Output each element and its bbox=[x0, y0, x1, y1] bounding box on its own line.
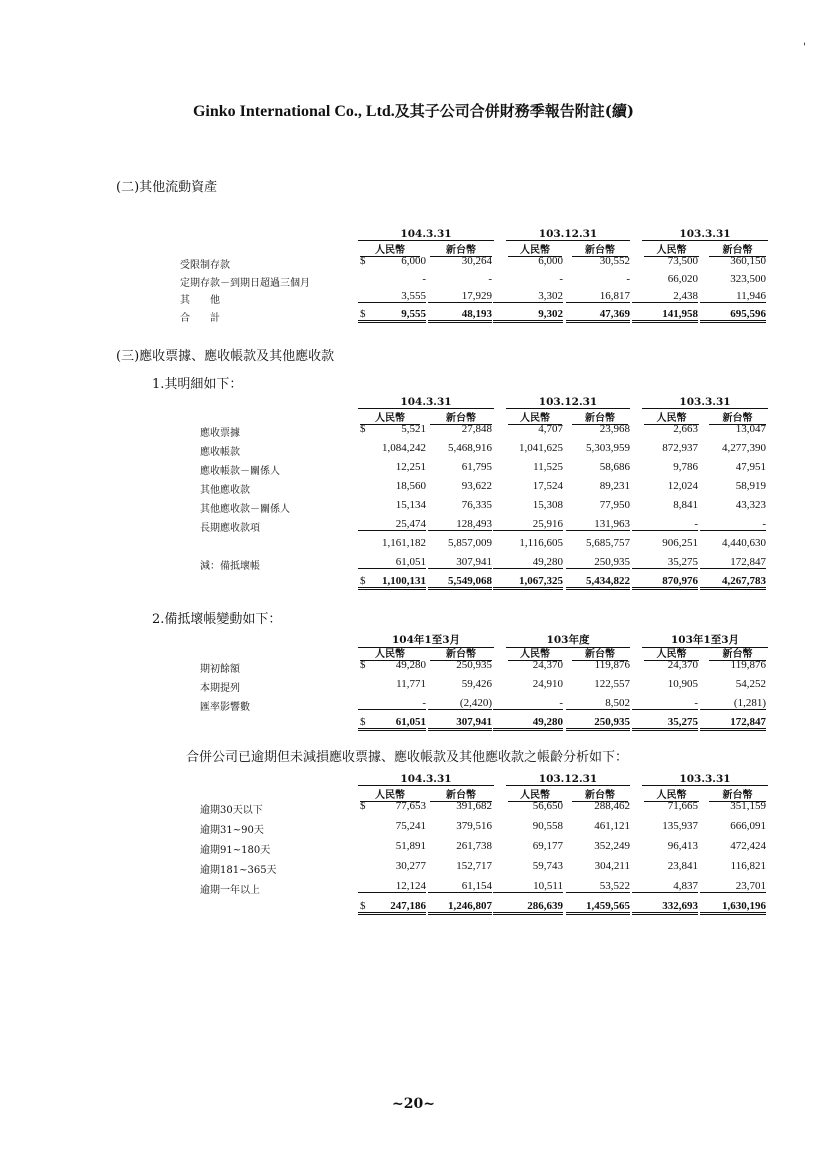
table-cell: 250,935 bbox=[566, 716, 630, 731]
receivables-detail-heading: 1.其明細如下： bbox=[152, 377, 243, 392]
currency-rmb-header: 人民幣 bbox=[508, 645, 562, 661]
currency-symbol: $ bbox=[360, 307, 366, 320]
table-cell: 128,493 bbox=[428, 518, 492, 531]
table-cell: 8,841 bbox=[673, 499, 698, 511]
table-cell: 9,786 bbox=[673, 461, 698, 473]
table-cell: 135,937 bbox=[662, 820, 698, 832]
table-cell: 24,370 bbox=[532, 659, 563, 671]
table-cell: 116,821 bbox=[730, 860, 766, 872]
table-cell: 48,193 bbox=[428, 308, 492, 323]
currency-ntd-header: 新台幣 bbox=[572, 786, 628, 802]
table-cell: 59,743 bbox=[532, 860, 563, 872]
table-cell: 25,474 bbox=[358, 518, 426, 531]
table-cell: 12,251 bbox=[395, 461, 426, 473]
table-cell: - bbox=[559, 272, 563, 285]
table-cell: 17,524 bbox=[532, 480, 563, 492]
table-cell: 666,091 bbox=[730, 820, 766, 832]
currency-ntd-header: 新台幣 bbox=[572, 409, 628, 425]
currency-symbol: $ bbox=[360, 575, 366, 587]
row-label: 逾期30天以下 bbox=[200, 805, 263, 816]
table-cell: 77,653 bbox=[395, 800, 426, 812]
table-cell: 15,134 bbox=[395, 499, 426, 511]
currency-ntd-header: 新台幣 bbox=[709, 241, 766, 257]
table-cell: 11,525 bbox=[533, 461, 563, 473]
row-label: 定期存款－到期日超過三個月 bbox=[180, 277, 310, 289]
table-cell: 49,280 bbox=[493, 716, 563, 731]
table-cell: 89,231 bbox=[599, 480, 630, 492]
currency-ntd-header: 新台幣 bbox=[709, 786, 766, 802]
table-cell: 323,500 bbox=[730, 272, 766, 285]
table-cell: - bbox=[422, 272, 426, 285]
table-cell: 141,958 bbox=[632, 308, 698, 323]
table-cell: - bbox=[358, 697, 426, 710]
table-cell: 49,280 bbox=[493, 556, 563, 569]
row-label: 受限制存款 bbox=[180, 260, 230, 271]
currency-symbol: $ bbox=[360, 659, 366, 671]
currency-rmb-header: 人民幣 bbox=[360, 409, 420, 425]
table-cell: - bbox=[632, 697, 698, 710]
aging-analysis-heading: 合併公司已逾期但未減損應收票據、應收帳款及其他應收款之帳齡分析如下： bbox=[186, 750, 629, 765]
table-cell: 90,558 bbox=[532, 820, 563, 832]
table-cell: 76,335 bbox=[461, 499, 492, 511]
table-cell: 332,693 bbox=[632, 900, 698, 915]
row-label: 長期應收款項 bbox=[200, 523, 260, 534]
table-cell: 5,468,916 bbox=[448, 442, 492, 454]
table-cell: 5,549,068 bbox=[428, 575, 492, 590]
table-cell: 307,941 bbox=[428, 556, 492, 569]
table-cell: 10,511 bbox=[493, 880, 563, 893]
table-cell: 15,308 bbox=[532, 499, 563, 511]
row-label: 逾期91~180天 bbox=[200, 845, 271, 856]
row-label: 本期提列 bbox=[200, 683, 240, 694]
table-cell: 61,154 bbox=[428, 880, 492, 893]
title-chinese: 及其子公司合併財務季報告附註(續) bbox=[394, 102, 634, 120]
currency-symbol: $ bbox=[360, 423, 366, 435]
currency-rmb-header: 人民幣 bbox=[508, 241, 562, 257]
period-header: 103.12.31 bbox=[506, 228, 630, 241]
period-header: 104.3.31 bbox=[358, 396, 494, 409]
table-cell: 24,370 bbox=[667, 659, 698, 671]
row-label: 期初餘額 bbox=[200, 664, 240, 675]
row-label: 逾期181~365天 bbox=[200, 865, 277, 876]
table-cell: 69,177 bbox=[532, 840, 563, 852]
table-cell: 360,150 bbox=[730, 255, 766, 267]
table-cell: - bbox=[700, 518, 766, 531]
period-header: 104.3.31 bbox=[358, 773, 494, 786]
table-cell: 11,771 bbox=[396, 678, 426, 690]
currency-rmb-header: 人民幣 bbox=[360, 786, 420, 802]
table-cell: 2,663 bbox=[673, 423, 698, 435]
table-cell: 2,438 bbox=[632, 290, 698, 303]
currency-rmb-header: 人民幣 bbox=[508, 409, 562, 425]
table-cell: 4,267,783 bbox=[700, 575, 766, 590]
table-cell: 54,252 bbox=[735, 678, 766, 690]
currency-ntd-header: 新台幣 bbox=[430, 409, 492, 425]
currency-rmb-header: 人民幣 bbox=[644, 409, 699, 425]
table-cell: 122,557 bbox=[594, 678, 630, 690]
table-cell: 13,047 bbox=[735, 423, 766, 435]
period-header: 103.3.31 bbox=[642, 396, 768, 409]
table-cell: 5,857,009 bbox=[448, 537, 492, 549]
currency-symbol: $ bbox=[360, 800, 366, 812]
table-cell: 288,462 bbox=[594, 800, 630, 812]
table-cell: 30,277 bbox=[395, 860, 426, 872]
row-label: 合 計 bbox=[180, 312, 220, 324]
table-cell: 61,795 bbox=[461, 461, 492, 473]
currency-ntd-header: 新台幣 bbox=[709, 645, 766, 661]
table-cell: 391,682 bbox=[456, 800, 492, 812]
table-cell: - bbox=[493, 697, 563, 710]
table-cell: 23,701 bbox=[700, 880, 766, 893]
table-cell: 3,555 bbox=[358, 290, 426, 303]
table-cell: 4,277,390 bbox=[722, 442, 766, 454]
corner-mark: ' bbox=[803, 42, 806, 53]
table-cell: 73,500 bbox=[667, 255, 698, 267]
table-cell: 250,935 bbox=[566, 556, 630, 569]
currency-ntd-header: 新台幣 bbox=[709, 409, 766, 425]
table-cell: 12,124 bbox=[358, 880, 426, 893]
table-cell: 53,522 bbox=[566, 880, 630, 893]
row-label: 逾期31~90天 bbox=[200, 825, 264, 836]
period-header: 103.3.31 bbox=[642, 773, 768, 786]
table-cell: 4,440,630 bbox=[722, 537, 766, 549]
table-cell: 172,847 bbox=[700, 556, 766, 569]
title-company-name: Ginko International Co., Ltd. bbox=[192, 103, 395, 120]
row-label: 減：備抵壞帳 bbox=[200, 561, 260, 572]
currency-rmb-header: 人民幣 bbox=[644, 786, 699, 802]
table-cell: 47,951 bbox=[735, 461, 766, 473]
table-cell: 1,161,182 bbox=[382, 537, 426, 549]
table-cell: 1,041,625 bbox=[519, 442, 563, 454]
currency-symbol: $ bbox=[360, 716, 366, 728]
table-cell: 351,159 bbox=[730, 800, 766, 812]
page-number: ~20~ bbox=[392, 1096, 435, 1112]
table-cell: 250,935 bbox=[456, 659, 492, 671]
period-header: 104.3.31 bbox=[358, 228, 494, 241]
table-cell: 11,946 bbox=[700, 290, 766, 303]
currency-ntd-header: 新台幣 bbox=[430, 241, 492, 257]
table-cell: 61,051 bbox=[358, 716, 426, 731]
table-cell: 51,891 bbox=[395, 840, 426, 852]
table-cell: 1,100,131 bbox=[358, 575, 426, 590]
table-cell: 23,968 bbox=[599, 423, 630, 435]
table-cell: 5,521 bbox=[401, 423, 426, 435]
table-cell: 58,686 bbox=[599, 461, 630, 473]
table-cell: 5,685,757 bbox=[586, 537, 630, 549]
row-label: 匯率影響數 bbox=[200, 702, 250, 713]
table-cell: 25,916 bbox=[493, 518, 563, 531]
table-cell: - bbox=[632, 518, 698, 531]
table-cell: 3,302 bbox=[493, 290, 563, 303]
table-cell: 59,426 bbox=[461, 678, 492, 690]
table-cell: 27,848 bbox=[461, 423, 492, 435]
table-cell: 695,596 bbox=[700, 308, 766, 323]
currency-rmb-header: 人民幣 bbox=[644, 241, 699, 257]
table-cell: 4,707 bbox=[538, 423, 563, 435]
table-cell: 35,275 bbox=[632, 556, 698, 569]
table-cell: (2,420) bbox=[428, 697, 492, 710]
row-label: 其他應收款－關係人 bbox=[200, 504, 290, 515]
table-cell: 56,650 bbox=[532, 800, 563, 812]
currency-ntd-header: 新台幣 bbox=[430, 645, 492, 661]
table-cell: 75,241 bbox=[395, 820, 426, 832]
period-header: 104年1至3月 bbox=[358, 632, 494, 648]
table-cell: 872,937 bbox=[662, 442, 698, 454]
table-cell: 1,084,242 bbox=[382, 442, 426, 454]
table-cell: 379,516 bbox=[456, 820, 492, 832]
table-cell: 304,211 bbox=[594, 860, 630, 872]
table-cell: 870,976 bbox=[632, 575, 698, 590]
table-cell: 906,251 bbox=[662, 537, 698, 549]
table-cell: 261,738 bbox=[456, 840, 492, 852]
period-header: 103年1至3月 bbox=[642, 632, 768, 648]
table-cell: - bbox=[488, 272, 492, 285]
table-cell: 307,941 bbox=[428, 716, 492, 731]
table-cell: - bbox=[626, 272, 630, 285]
currency-ntd-header: 新台幣 bbox=[572, 645, 628, 661]
table-cell: 5,303,959 bbox=[586, 442, 630, 454]
table-cell: 10,905 bbox=[667, 678, 698, 690]
table-cell: 12,024 bbox=[667, 480, 698, 492]
currency-rmb-header: 人民幣 bbox=[508, 786, 562, 802]
section-receivables-heading: (三)應收票據、應收帳款及其他應收款 bbox=[116, 349, 335, 364]
row-label: 其 他 bbox=[180, 295, 220, 306]
table-cell: 17,929 bbox=[428, 290, 492, 303]
table-cell: 58,919 bbox=[735, 480, 766, 492]
table-cell: 93,622 bbox=[461, 480, 492, 492]
table-cell: 61,051 bbox=[358, 556, 426, 569]
allowance-movement-heading: 2.備抵壞帳變動如下： bbox=[152, 612, 282, 627]
table-cell: 66,020 bbox=[667, 272, 698, 285]
table-cell: 1,116,605 bbox=[519, 537, 563, 549]
table-cell: 172,847 bbox=[700, 716, 766, 731]
table-cell: 47,369 bbox=[566, 308, 630, 323]
table-cell: 1,630,196 bbox=[700, 900, 766, 915]
row-label: 應收帳款－關係人 bbox=[200, 466, 280, 477]
table-cell: 286,639 bbox=[493, 900, 563, 915]
table-cell: 43,323 bbox=[735, 499, 766, 511]
table-cell: 472,424 bbox=[730, 840, 766, 852]
table-cell: 131,963 bbox=[566, 518, 630, 531]
period-header: 103年度 bbox=[506, 632, 630, 648]
table-cell: 24,910 bbox=[532, 678, 563, 690]
table-cell: 23,841 bbox=[667, 860, 698, 872]
table-cell: 4,837 bbox=[632, 880, 698, 893]
table-cell: 6,000 bbox=[401, 255, 426, 267]
table-cell: (1,281) bbox=[700, 697, 766, 710]
row-label: 其他應收款 bbox=[200, 485, 250, 496]
table-cell: 5,434,822 bbox=[566, 575, 630, 590]
table-cell: 9,555 bbox=[358, 308, 426, 323]
currency-ntd-header: 新台幣 bbox=[572, 241, 628, 257]
row-label: 應收帳款 bbox=[200, 447, 240, 458]
table-cell: 77,950 bbox=[599, 499, 630, 511]
period-header: 103.12.31 bbox=[506, 773, 630, 786]
page-title bbox=[0, 100, 827, 121]
row-label: 逾期一年以上 bbox=[200, 885, 260, 896]
table-cell: 49,280 bbox=[395, 659, 426, 671]
section-other-current-assets-heading: (二)其他流動資產 bbox=[116, 180, 218, 195]
currency-rmb-header: 人民幣 bbox=[360, 645, 420, 661]
table-cell: 18,560 bbox=[395, 480, 426, 492]
table-cell: 1,067,325 bbox=[493, 575, 563, 590]
table-cell: 30,552 bbox=[599, 255, 630, 267]
table-cell: 461,121 bbox=[594, 820, 630, 832]
table-cell: 152,717 bbox=[456, 860, 492, 872]
currency-rmb-header: 人民幣 bbox=[644, 645, 699, 661]
table-cell: 16,817 bbox=[566, 290, 630, 303]
row-label: 應收票據 bbox=[200, 428, 240, 439]
table-cell: 1,459,565 bbox=[566, 900, 630, 915]
currency-ntd-header: 新台幣 bbox=[430, 786, 492, 802]
table-cell: 30,264 bbox=[461, 255, 492, 267]
currency-symbol: $ bbox=[360, 255, 366, 267]
currency-rmb-header: 人民幣 bbox=[360, 241, 420, 257]
table-cell: 96,413 bbox=[667, 840, 698, 852]
table-cell: 247,186 bbox=[358, 900, 426, 915]
table-cell: 6,000 bbox=[538, 255, 563, 267]
table-cell: 119,876 bbox=[594, 659, 630, 671]
table-cell: 71,665 bbox=[667, 800, 698, 812]
table-cell: 35,275 bbox=[632, 716, 698, 731]
table-cell: 1,246,807 bbox=[428, 900, 492, 915]
table-cell: 119,876 bbox=[730, 659, 766, 671]
table-cell: 9,302 bbox=[493, 308, 563, 323]
period-header: 103.12.31 bbox=[506, 396, 630, 409]
table-cell: 352,249 bbox=[594, 840, 630, 852]
table-cell: 8,502 bbox=[566, 697, 630, 710]
period-header: 103.3.31 bbox=[642, 228, 768, 241]
currency-symbol: $ bbox=[360, 900, 366, 912]
